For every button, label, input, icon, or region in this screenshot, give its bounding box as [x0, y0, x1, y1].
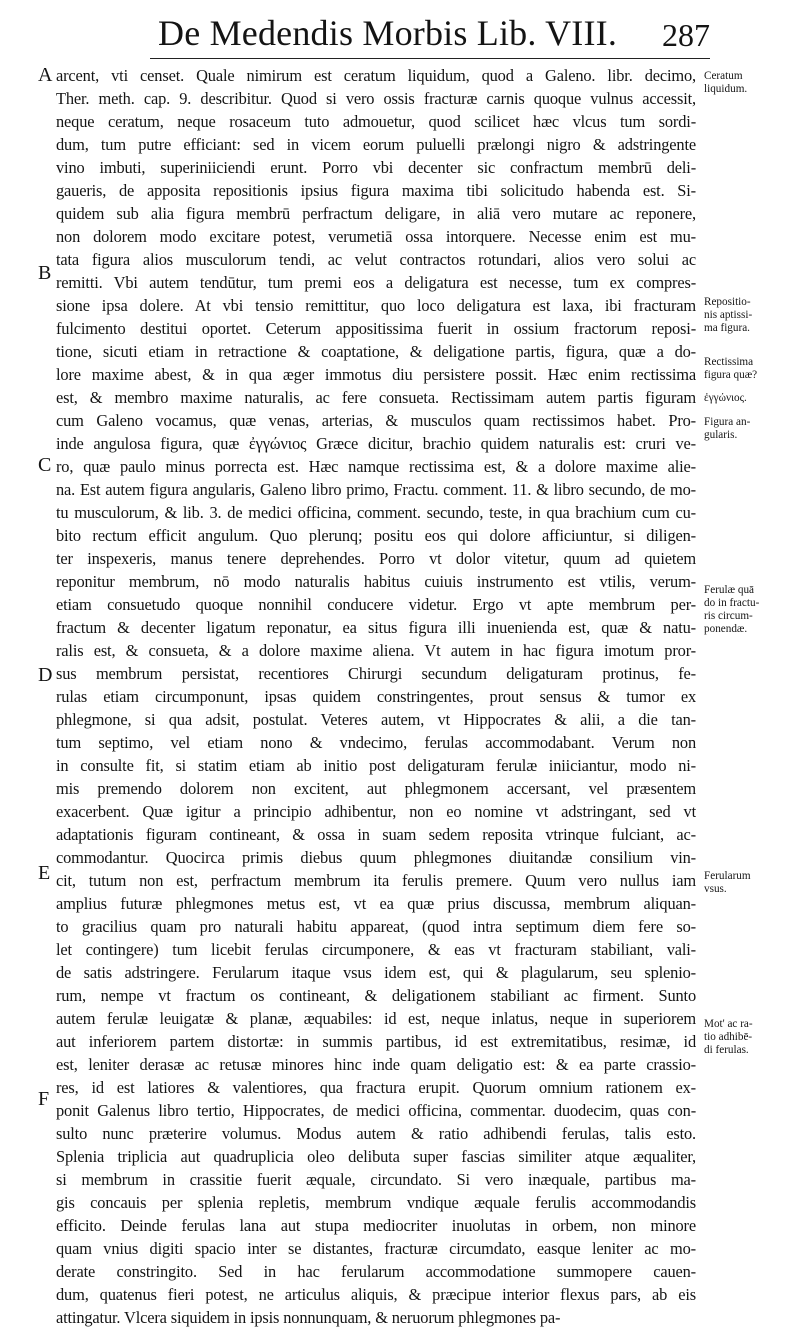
text-line: de satis adstringere. Ferularum itaque vsus idem est, qui & plagularum, seu splenio-	[56, 963, 696, 982]
margin-note-line: nis aptissi-	[704, 309, 753, 321]
margin-note-repositionis	[704, 296, 794, 335]
text-line: mis premendo dolorem non excitent, aut phlegmonem accersant, vel præsentem	[56, 779, 696, 798]
text-line: fractum & decenter ligatum reponatur, ea situs figura illi inuenienda est, quæ & natu-	[56, 618, 696, 637]
text-line: in consulte fit, si statim etiam ab initio post deligaturam ferulæ iniiciantur, modo ni-	[56, 756, 696, 775]
text-line: ralis est, & consueta, & a dolore maxime aliena. Vt autem in hac figura imotum pror-	[56, 641, 696, 660]
text-line: inde angulosa figura, quæ ἐγγώνιος Græce dicitur, brachio quidem naturalis est: cruri ve-	[56, 434, 696, 453]
section-letter-a: A	[38, 64, 53, 86]
margin-note-line: Ferularum	[704, 870, 751, 882]
margin-note-line: ris circum-	[704, 610, 753, 622]
text-line: exacerbent. Quæ igitur a principio adhibentur, non eo nomine vt adstringant, sed vt	[56, 802, 696, 821]
section-letter-b: B	[38, 262, 52, 284]
text-line: est, & membro maxime naturalis, ac fere consueta. Rectissimam autem partis figuram	[56, 388, 696, 407]
page-number: 287	[662, 17, 710, 53]
text-line: lore maxime abest, & in qua æger immotus diu persistere possit. Hæc enim rectissima	[56, 365, 696, 384]
margin-note-ceratum	[704, 70, 794, 96]
text-line: sulto nunc præterire volumus. Modus autem & ratio adhibendi ferulas, talis esto.	[56, 1124, 696, 1143]
text-line: tu musculorum, & lib. 3. de medici officina, comment. secundo, teste, in qua brachium cum cu-	[56, 503, 696, 522]
margin-note-line: ma figura.	[704, 322, 750, 334]
margin-note-line: ἐγγώνιος.	[704, 392, 747, 404]
margin-note-figura-angularis	[704, 416, 794, 442]
text-line: reponitur membrum, nō modo naturalis habitus cuiuis instrumento est vtilis, verum-	[56, 572, 696, 591]
text-line: ter inspexeris, manus tenere deprehendes. Porro vt dolor vitetur, quum ad quietem	[56, 549, 696, 568]
text-line: to gracilius quam pro naturali habitu appareat, (quod intra septimum diem fere so-	[56, 917, 696, 936]
text-line: neque ceratum, neque rosaceum tuto admouetur, quod scilicet hæc vlcus tum sordi-	[56, 112, 696, 131]
margin-note-line: Rectissima	[704, 356, 754, 368]
text-line: cit, tutum non est, perfractum membrum ita ferulis premere. Quum vero nullus iam	[56, 871, 696, 890]
margin-note-line: di ferulas.	[704, 1044, 749, 1056]
margin-note-ferulae	[704, 584, 794, 636]
text-line: tum septimo, vel etiam nono & vndecimo, ferulas accommodabant. Verum non	[56, 733, 696, 752]
section-letter-d: D	[38, 664, 53, 686]
margin-note-line: tio adhibē-	[704, 1031, 753, 1043]
margin-note-line: ponendæ.	[704, 623, 748, 635]
text-line: res, id est latiores & valentiores, qua fractura erupit. Quorum omnium rationem ex-	[56, 1078, 696, 1097]
text-line: fulcimento destitui oportet. Ceterum appositissima fuerit in ossium fractorum reposi-	[56, 319, 696, 338]
text-line: autem ferulæ leuigatæ & planæ, æquabiles: id est, neque inlatus, neque in superiorem	[56, 1009, 696, 1028]
margin-note-modus-ratio	[704, 1018, 794, 1057]
running-head	[150, 10, 710, 59]
margin-note-line: Ceratum	[704, 70, 743, 82]
margin-note-line: vsus.	[704, 883, 727, 895]
text-line: commodantur. Quocirca primis diebus quum phlegmones diuitandæ consilium vin-	[56, 848, 696, 867]
text-line: sione ipsa dolere. At vbi tensio remittitur, quo loco deligatura est laxa, ibi fracturam	[56, 296, 696, 315]
text-line: Ther. meth. cap. 9. describitur. Quod si vero ossis fracturæ carnis quoque vulnus accessit,	[56, 89, 696, 108]
text-line: amplius futuræ phlegmones metus est, vt ea quæ prius discussa, membrum aliquan-	[56, 894, 696, 913]
margin-note-line: figura quæ?	[704, 369, 758, 381]
margin-note-line: do in fractu-	[704, 597, 760, 609]
margin-note-line: Mot' ac ra-	[704, 1018, 753, 1030]
text-line: derate constringito. Sed in hac ferularum accommodatione summopere cauen-	[56, 1262, 696, 1281]
text-line: arcent, vti censet. Quale nimirum est ceratum liquidum, quod a Galeno. libr. decimo,	[56, 66, 696, 85]
margin-note-line: gularis.	[704, 429, 738, 441]
text-line: aut inferiorem partem distortæ: in summis partibus, id est extremitatibus, resimæ, id	[56, 1032, 696, 1051]
text-line: dum, tum putre efficiant: sed in vicem eorum puluelli prælongi nigro & adstringente	[56, 135, 696, 154]
margin-note-rectissima	[704, 356, 794, 382]
margin-note-line: Repositio-	[704, 296, 751, 308]
margin-note-engonios	[704, 392, 794, 405]
text-line: ponit Galenus libro tertio, Hippocrates, de medici officina, commentar. duodecim, quas con-	[56, 1101, 696, 1120]
text-line: non dolorem modo excitare potest, verumetiā ossa intorquere. Necesse enim est mu-	[56, 227, 696, 246]
text-line: etiam consuetudo quoque nonnihil conducere videtur. Ergo vt apte membrum per-	[56, 595, 696, 614]
text-line: cum Galeno vocamus, quæ venas, arterias, & musculos quam rectissimos habet. Pro-	[56, 411, 696, 430]
text-line: vino imbuti, superiniiciendi erunt. Porro vbi decenter sic confractum membrū deli-	[56, 158, 696, 177]
text-line: gis concauis per splenia repletis, membrum vndique æquale ferulis accommodandis	[56, 1193, 696, 1212]
margin-note-line: Figura an-	[704, 416, 751, 428]
text-line: Splenia triplicia aut quadruplicia oleo delibuta super fascias similiter atque æqualiter,	[56, 1147, 696, 1166]
text-line: rum, nempe vt fractum os contineant, & deligationem stabiliant ac firment. Sunto	[56, 986, 696, 1005]
margin-note-line: Ferulæ quā	[704, 584, 755, 596]
text-line: ro, quæ paulo minus porrecta est. Hæc namque rectissima est, & a dolore maxime alie-	[56, 457, 696, 476]
text-line: adaptationis figuram contineant, & ossa in suam sedem reposita vtrinque fulciant, ac-	[56, 825, 696, 844]
text-line: na. Est autem figura angularis, Galeno libro primo, Fractu. comment. 11. & libro secundo, de mo-	[56, 480, 696, 499]
running-title: De Medendis Morbis Lib. VIII.	[158, 13, 618, 53]
text-line: sus membrum persistat, recentiores Chirurgi secundum deligaturam protinus, fe-	[56, 664, 696, 683]
margin-note-line: liquidum.	[704, 83, 748, 95]
section-letter-f: F	[38, 1088, 50, 1110]
text-line: si membrum in crassitie fuerit æquale, circundato. Si vero inæquale, partibus ma-	[56, 1170, 696, 1189]
text-line: let contingere) tum licebit ferulas circumponere, & eas vt fracturam stabiliant, vali-	[56, 940, 696, 959]
text-line: phlegmone, si qua adsit, postulat. Veteres autem, vt Hippocrates & alii, a die tan-	[56, 710, 696, 729]
text-line: est, leniter derasæ ac retusæ minores hinc inde quam deligatio est: & ea parte crassio-	[56, 1055, 696, 1074]
text-line: efficito. Deinde ferulas lana aut stupa mediocriter inuolutas in orbem, non minore	[56, 1216, 696, 1235]
text-line: quam vnius digiti spacio inter se distantes, fracturæ circumdato, easque leniter ac mo-	[56, 1239, 696, 1258]
text-line: gaueris, de apposita repositionis ipsius figura maxima tibi solicitudo habenda est. Si-	[56, 181, 696, 200]
text-line: remitti. Vbi autem tendūtur, tum premi eos a deligatura est necesse, tum ex compres-	[56, 273, 696, 292]
text-line: tione, sicuti etiam in retractione & coaptatione, & deligatione partis, figura, quæ a do-	[56, 342, 696, 361]
margin-note-ferularum-usus	[704, 870, 794, 896]
text-line: bito rectum efficit angulum. Quo plerunq; positu eos qui dolore afficiuntur, si diligen-	[56, 526, 696, 545]
text-line: dum, quatenus fieri potest, ne articulus aliquis, & præcipue interior flexus pars, ab eis	[56, 1285, 696, 1304]
text-line: tata figura alios musculorum tendi, ac velut contractos rotundari, alios vero solui ac	[56, 250, 696, 269]
section-letter-c: C	[38, 454, 52, 476]
text-line: attingatur. Vlcera siquidem in ipsis nonnunquam, & neruorum phlegmones pa-	[56, 1308, 561, 1327]
text-line: rulas etiam circumponunt, ipsas quidem constringentes, prout sensus & tumor ex	[56, 687, 696, 706]
text-line: quidem sub alia figura membrū perfractum deligare, in aliā vero mutare ac reponere,	[56, 204, 696, 223]
main-text-column	[56, 64, 696, 1329]
section-letter-e: E	[38, 862, 51, 884]
